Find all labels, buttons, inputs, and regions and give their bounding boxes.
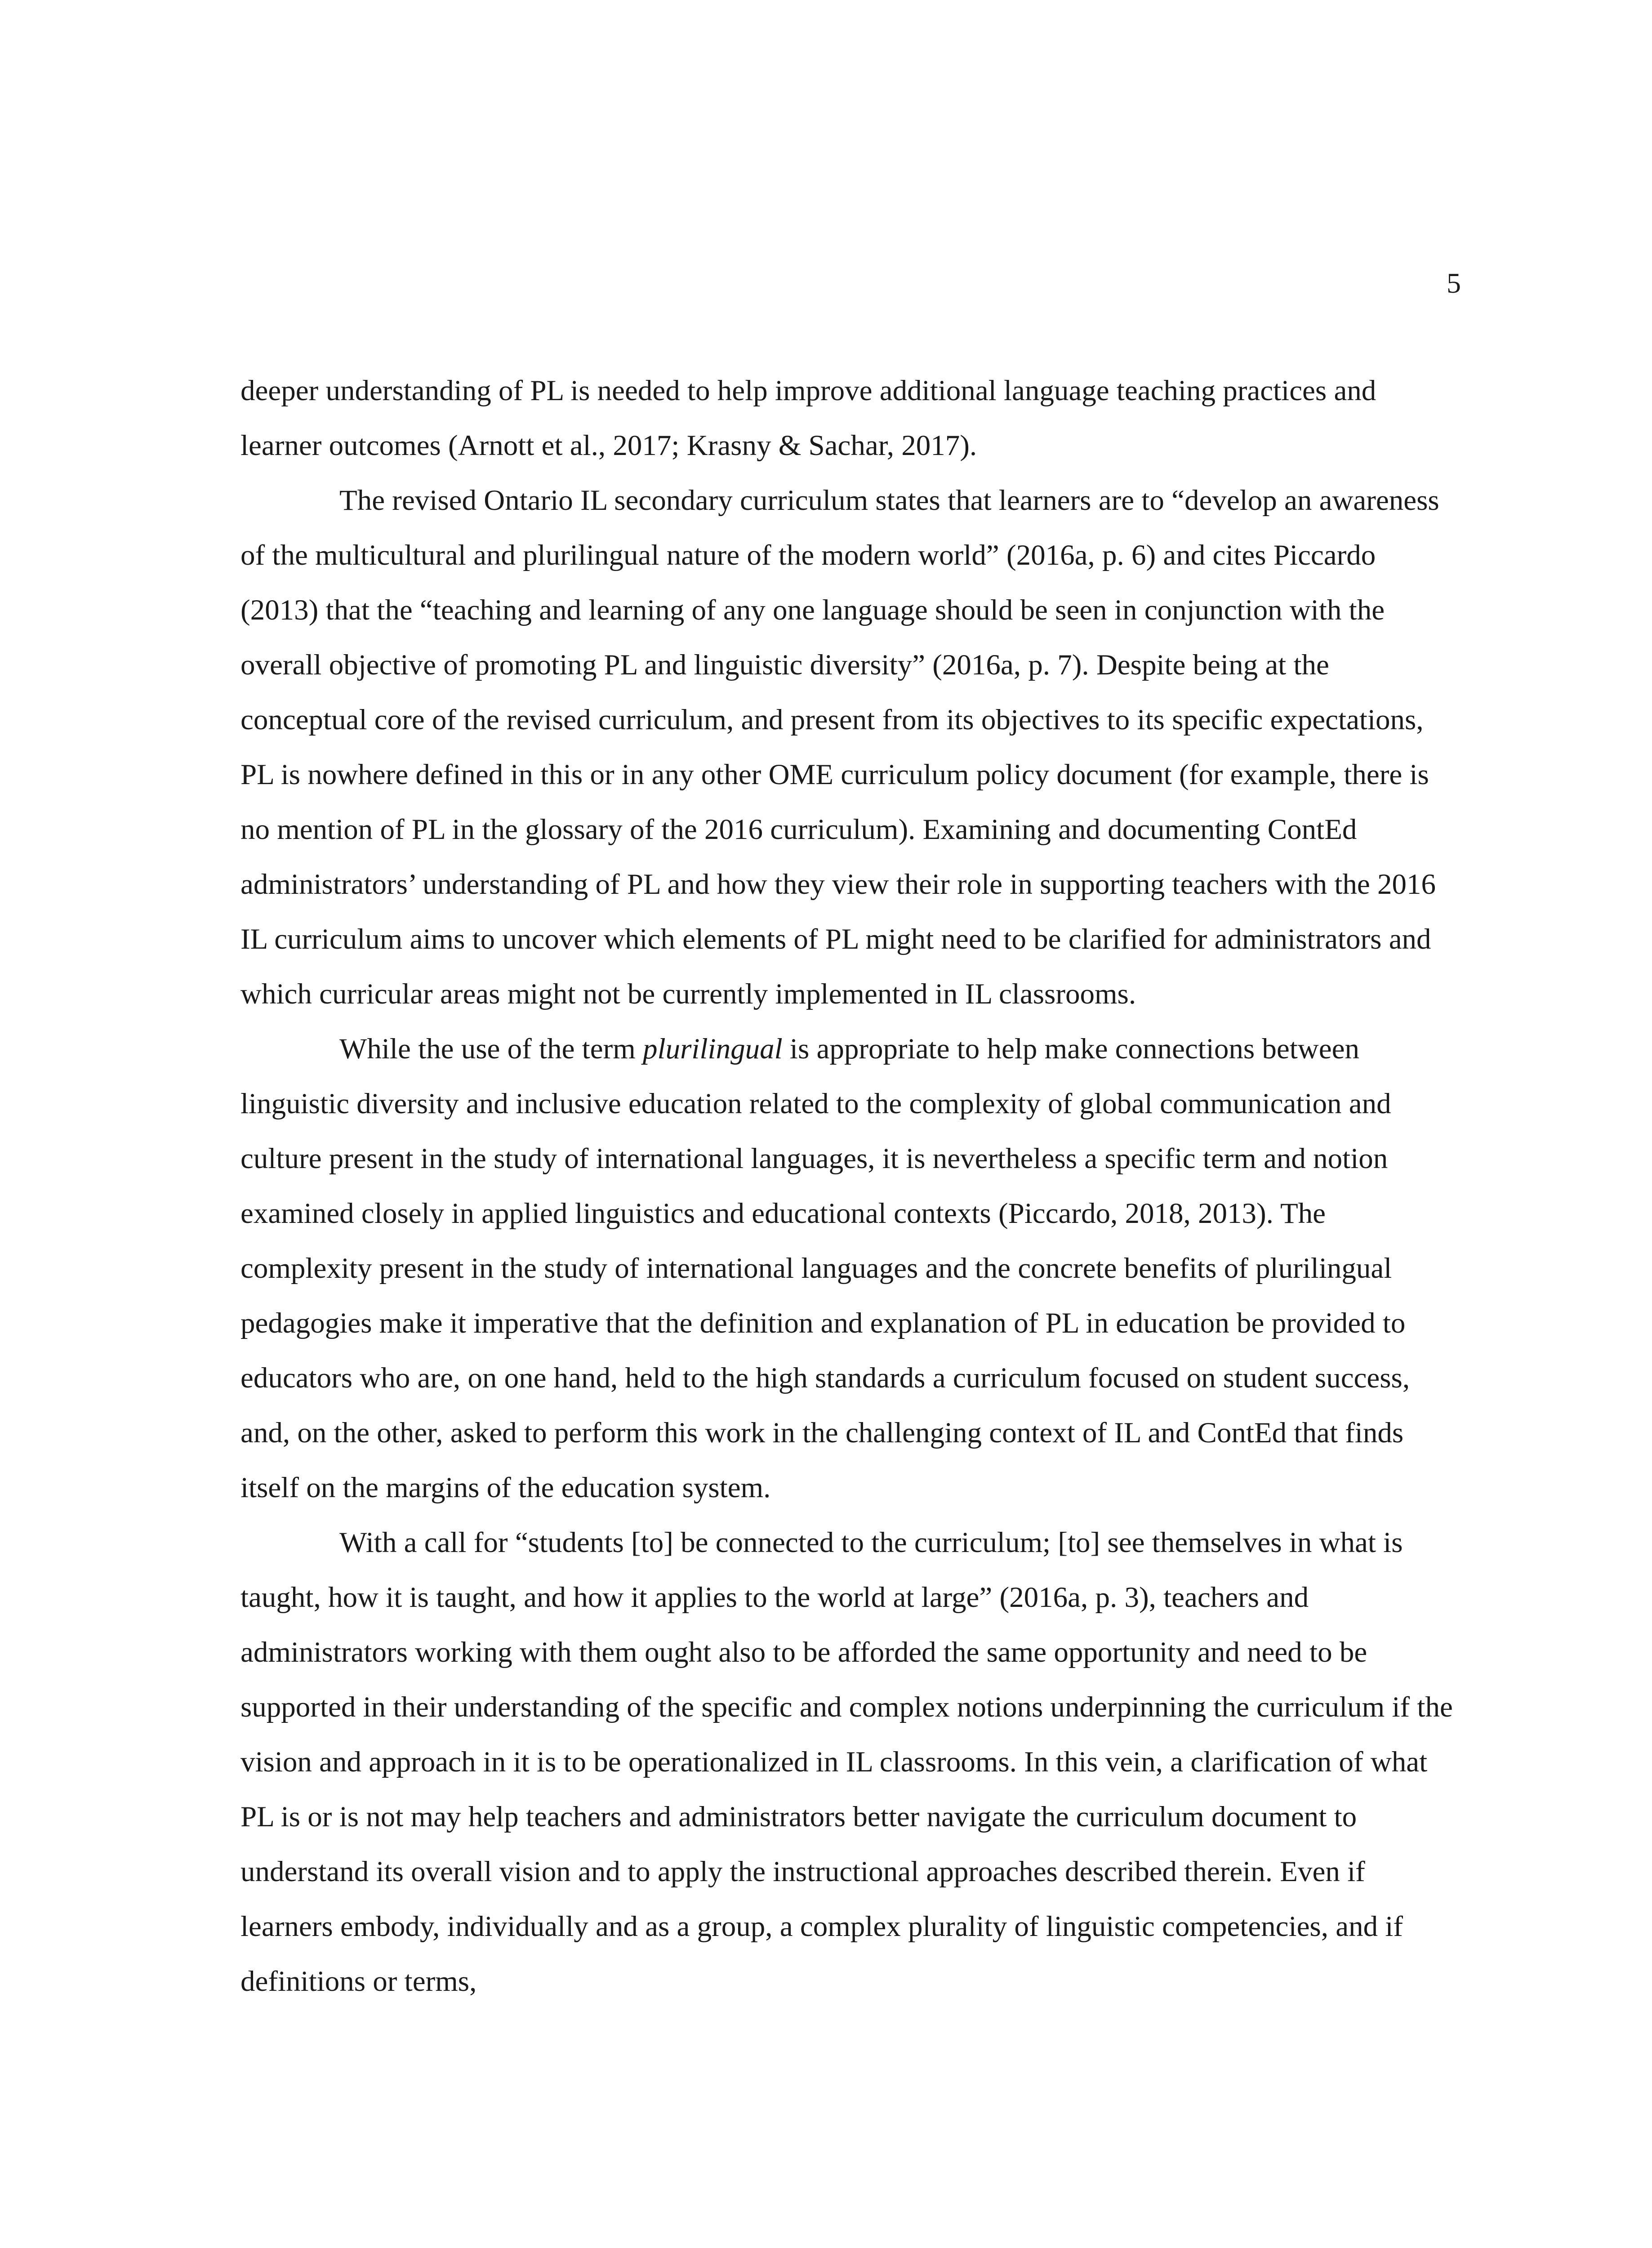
page-number: 5 xyxy=(1447,267,1461,299)
italic-term: plurilingual xyxy=(643,1033,783,1065)
paragraph-continuation: deeper understanding of PL is needed to help improve additional language teaching practices and learner outcomes (Arnott et al., 2017; Krasny & Sachar, 2017). xyxy=(240,375,1376,462)
paragraph-call-for-students: With a call for “students [to] be connected to the curriculum; [to] see themselves in what is taught, how it is taught, and how it applies to the world at large” (2016a, p. 3), teachers and administrators working with them ought also to be afforded the same opportunity and need to be supported in their understanding of the specific and complex notions underpinning the curriculum if the vision and approach in it is to be operationalized in IL classrooms. In this vein, a clarification of what PL is or is not may help teachers and administrators better navigate the curriculum document to understand its overall vision and to apply the instructional approaches described therein. Even if learners embody, individually and as a group, a complex plurality of linguistic competencies, and if definitions or terms, xyxy=(240,1526,1453,1998)
paragraph-text-after: is appropriate to help make connections between linguistic diversity and inclusive education related to the complexity of global communication and culture present in the study of international languages, it is nevertheless a specific term and notion examined closely in applied linguistics and educational contexts (Piccardo, 2018, 2013). The complexity present in the study of international languages and the concrete benefits of plurilingual pedagogies make it imperative that the definition and explanation of PL in education be provided to educators who are, on one hand, held to the high standards a curriculum focused on student success, and, on the other, asked to perform this work in the challenging context of IL and ContEd that finds itself on the margins of the education system. xyxy=(240,1033,1410,1504)
paragraph-text-before: While the use of the term xyxy=(339,1033,643,1065)
paragraph-curriculum-overview: The revised Ontario IL secondary curriculum states that learners are to “develop an awareness of the multicultural and plurilingual nature of the modern world” (2016a, p. 6) and cites Piccardo (2013) that the “teaching and learning of any one language should be seen in conjunction with the overall objective of promoting PL and linguistic diversity” (2016a, p. 7). Despite being at the conceptual core of the revised curriculum, and present from its objectives to its specific expectations, PL is nowhere defined in this or in any other OME curriculum policy document (for example, there is no mention of PL in the glossary of the 2016 curriculum). Examining and documenting ContEd administrators’ understanding of PL and how they view their role in supporting teachers with the 2016 IL curriculum aims to uncover which elements of PL might need to be clarified for administrators and which curricular areas might not be currently implemented in IL classrooms. xyxy=(240,484,1439,1010)
body-text xyxy=(240,363,1454,2009)
paragraph-plurilingual-term xyxy=(240,1021,1454,1515)
